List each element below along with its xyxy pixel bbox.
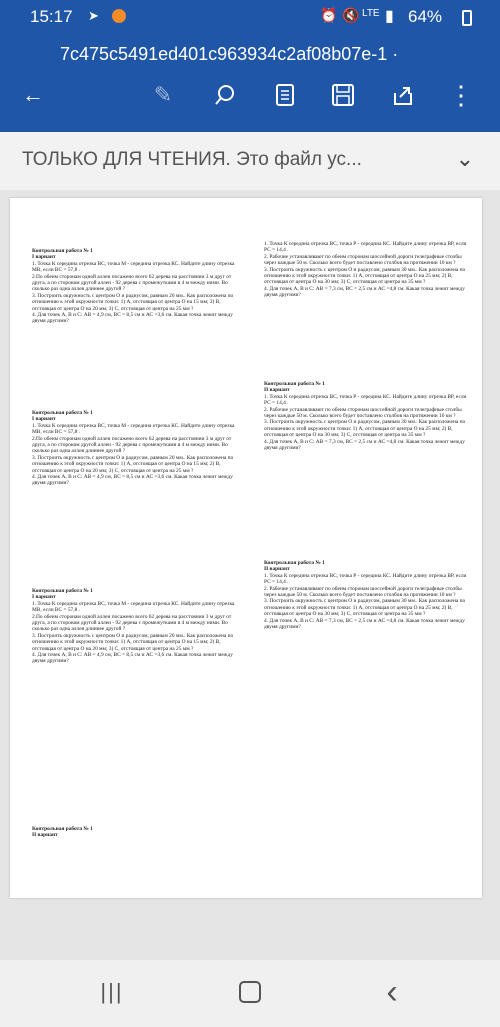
test-block (32, 410, 237, 487)
document-page (10, 198, 482, 898)
app-bar (0, 34, 500, 132)
task-item: 4. Для точек А, В и С: АВ = 7,3 см, ВС = 2,5 см и АС =4,8 см. Какая точка лежит между двумя другими? (264, 438, 465, 452)
task-item: 3. Построить окружность с центром О и радиусом, равным 20 мм.. Как расположена по отношению к этой окружности точки: 1) А, отстоящая от центра О на 15 мм; 2) В, отстоящая от центра О на 20 мм; 3) С, отстоящая от центра на 25 мм ? (32, 292, 234, 312)
block-variant: I вариант (32, 594, 56, 601)
task-item: 2. Рабочие устанавливают по обеим сторонам шоссейной дороги телеграфные столбы через каждые 50 м. Сколько всего будет поставлено столбов на протяжении 10 км ? (264, 406, 462, 420)
block-title: Контрольная работа № 1 (264, 381, 325, 387)
task-item: 1. Точка К середина отрезка ВС, точка М - середина отрезка КС. Найдите длину отрезка МВ, если ВС = 57,8 . (32, 422, 235, 436)
signal-icon: ▮ (385, 8, 394, 25)
block-title: Контрольная работа № 1 (32, 826, 93, 832)
test-block (264, 241, 469, 299)
test-block (264, 381, 469, 451)
back-icon[interactable]: ‹ (386, 972, 398, 1011)
read-only-banner[interactable] (0, 132, 500, 191)
task-item: 3. Построить окружность с центром О и радиусом, равным 30 мм.. Как расположена по отношению к этой окружности точки: 1) А, отстоящая от центра О на 25 мм; 2) В, отстоящая от центра О на 30 мм; 3) С, отстоящая от центра на 35 мм ? (264, 419, 466, 439)
edit-pencil-icon[interactable]: ✎ (153, 82, 173, 107)
lte-label: LTE (362, 8, 380, 19)
search-icon[interactable] (210, 80, 240, 110)
task-item: 3. Построить окружность с центром О и радиусом, равным 30 мм.. Как расположена по отношению к этой окружности точки: 1) А, отстоящая от центра О на 25 мм; 2) В, отстоящая от центра О на 30 мм; 3) С, отстоящая от центра на 35 мм ? (264, 598, 466, 618)
share-icon[interactable] (388, 80, 418, 110)
mute-icon: 🔇 (342, 7, 360, 23)
recents-icon[interactable]: ||| (100, 979, 124, 1004)
test-block (264, 560, 469, 630)
block-variant: II вариант (32, 832, 58, 839)
chevron-down-icon[interactable]: ⌄ (455, 146, 474, 171)
task-item: 2. Рабочие устанавливают по обеим сторонам шоссейной дороги телеграфные столбы через каждые 50 м. Сколько всего будет поставлено столбов на протяжении 10 км ? (264, 253, 462, 267)
reading-view-icon[interactable] (270, 80, 300, 110)
task-item: 3. Построить окружность с центром О и радиусом, равным 30 мм.. Как расположена по отношению к этой окружности точки: 1) А, отстоящая от центра О на 25 мм; 2) В, отстоящая от центра О на 30 мм; 3) С, отстоящая от центра на 35 мм ? (264, 266, 466, 286)
task-item: 1. Точка К середина отрезка ВС, точка М - середина отрезка КС. Найдите длину отрезка МВ, если ВС = 57,8 . (32, 260, 235, 274)
block-title: Контрольная работа № 1 (32, 410, 93, 416)
battery-percent: 64% (408, 7, 443, 26)
task-item: 4. Для точек А, В и С: АВ = 7,3 см, ВС = 2,5 см и АС =4,8 см. Какая точка лежит между двумя другими? (264, 617, 465, 631)
system-nav-bar (0, 960, 500, 1027)
task-item: 4. Для точек А, В и С: АВ = 7,3 см, ВС = 2,5 см и АС =4,8 см. Какая точка лежит между двумя другими? (264, 285, 465, 299)
task-item: 4. Для точек А, В и С: АВ = 4,9 см, ВС = 8,5 см и АС =3,6 см. Какая точка лежит между двумя другими? (32, 474, 233, 487)
read-only-text: ТОЛЬКО ДЛЯ ЧТЕНИЯ. Это файл ус... (22, 149, 362, 170)
test-block (32, 248, 237, 325)
task-item: 2.По обеим сторонам одной аллеи посажено всего 62 дерева на расстоянии 3 м друг от друга, а по сторонам другой аллеи - 92 дерева с промежутками в 4 м между ними. Во сколько раз одна аллея длиннее другой ? (32, 273, 232, 293)
telegram-icon: ➤ (88, 8, 99, 23)
task-item: 2. Рабочие устанавливают по обеим сторонам шоссейной дороги телеграфные столбы через каждые 50 м. Сколько всего будет поставлено столбов на протяжении 10 км ? (264, 585, 462, 599)
document-viewport[interactable] (0, 190, 500, 960)
block-title: Контрольная работа № 1 (32, 248, 93, 254)
battery-icon (462, 10, 472, 26)
back-arrow-icon[interactable]: ← (22, 82, 44, 107)
task-item: 1. Точка К середина отрезка ВС, точка Р - середина КС. Найдите длину отрезка ВР, если РС = 14,4 . (264, 393, 467, 407)
test-block (32, 588, 237, 665)
block-variant: I вариант (32, 416, 56, 423)
status-bar (0, 0, 500, 34)
task-item: 3. Построить окружность с центром О и радиусом, равным 20 мм.. Как расположена по отношению к этой окружности точки: 1) А, отстоящая от центра О на 15 мм; 2) В, отстоящая от центра О на 20 мм; 3) С, отстоящая от центра на 25 мм ? (32, 632, 234, 652)
block-variant: I вариант (32, 254, 56, 261)
task-item: 2.По обеим сторонам одной аллеи посажено всего 62 дерева на расстоянии 3 м друг от друга, а по сторонам другой аллеи - 92 дерева с промежутками в 4 м между ними. Во сколько раз одна аллея длиннее другой ? (32, 435, 232, 455)
save-icon[interactable] (328, 80, 358, 110)
status-time: 15:17 (30, 7, 73, 26)
app-badge-icon (112, 9, 126, 23)
block-variant: II вариант (264, 387, 290, 394)
block-title: Контрольная работа № 1 (32, 588, 93, 594)
task-item: 4. Для точек А, В и С: АВ = 4,9 см, ВС = 8,5 см и АС =3,6 см. Какая точка лежит между двумя другими? (32, 312, 233, 325)
document-title: 7c475c5491ed401c963934c2af08b07e-1 · (60, 44, 399, 64)
task-item: 2.По обеим сторонам одной аллеи посажено всего 62 дерева на расстоянии 3 м друг от друга, а по сторонам другой аллеи - 92 дерева с промежутками в 4 м между ними. Во сколько раз одна аллея длиннее другой ? (32, 613, 232, 633)
home-icon[interactable] (230, 974, 270, 1010)
block-variant: II вариант (264, 566, 290, 573)
test-block (32, 826, 237, 839)
task-item: 3. Построить окружность с центром О и радиусом, равным 20 мм.. Как расположена по отношению к этой окружности точки: 1) А, отстоящая от центра О на 15 мм; 2) В, отстоящая от центра О на 20 мм; 3) С, отстоящая от центра на 25 мм ? (32, 454, 234, 474)
more-options-icon[interactable]: ⋮ (448, 79, 474, 110)
task-item: 1. Точка К середина отрезка ВС, точка Р - середина КС. Найдите длину отрезка ВР, если РС = 14,4 . (264, 241, 467, 254)
task-item: 4. Для точек А, В и С: АВ = 4,9 см, ВС = 8,5 см и АС =3,6 см. Какая точка лежит между двумя другими? (32, 652, 233, 665)
task-item: 1. Точка К середина отрезка ВС, точка Р - середина КС. Найдите длину отрезка ВР, если РС = 14,4 . (264, 572, 467, 586)
block-title: Контрольная работа № 1 (264, 560, 325, 566)
alarm-icon: ⏰ (320, 7, 338, 23)
task-item: 1. Точка К середина отрезка ВС, точка М - середина отрезка КС. Найдите длину отрезка МВ, если ВС = 57,8 . (32, 600, 235, 614)
